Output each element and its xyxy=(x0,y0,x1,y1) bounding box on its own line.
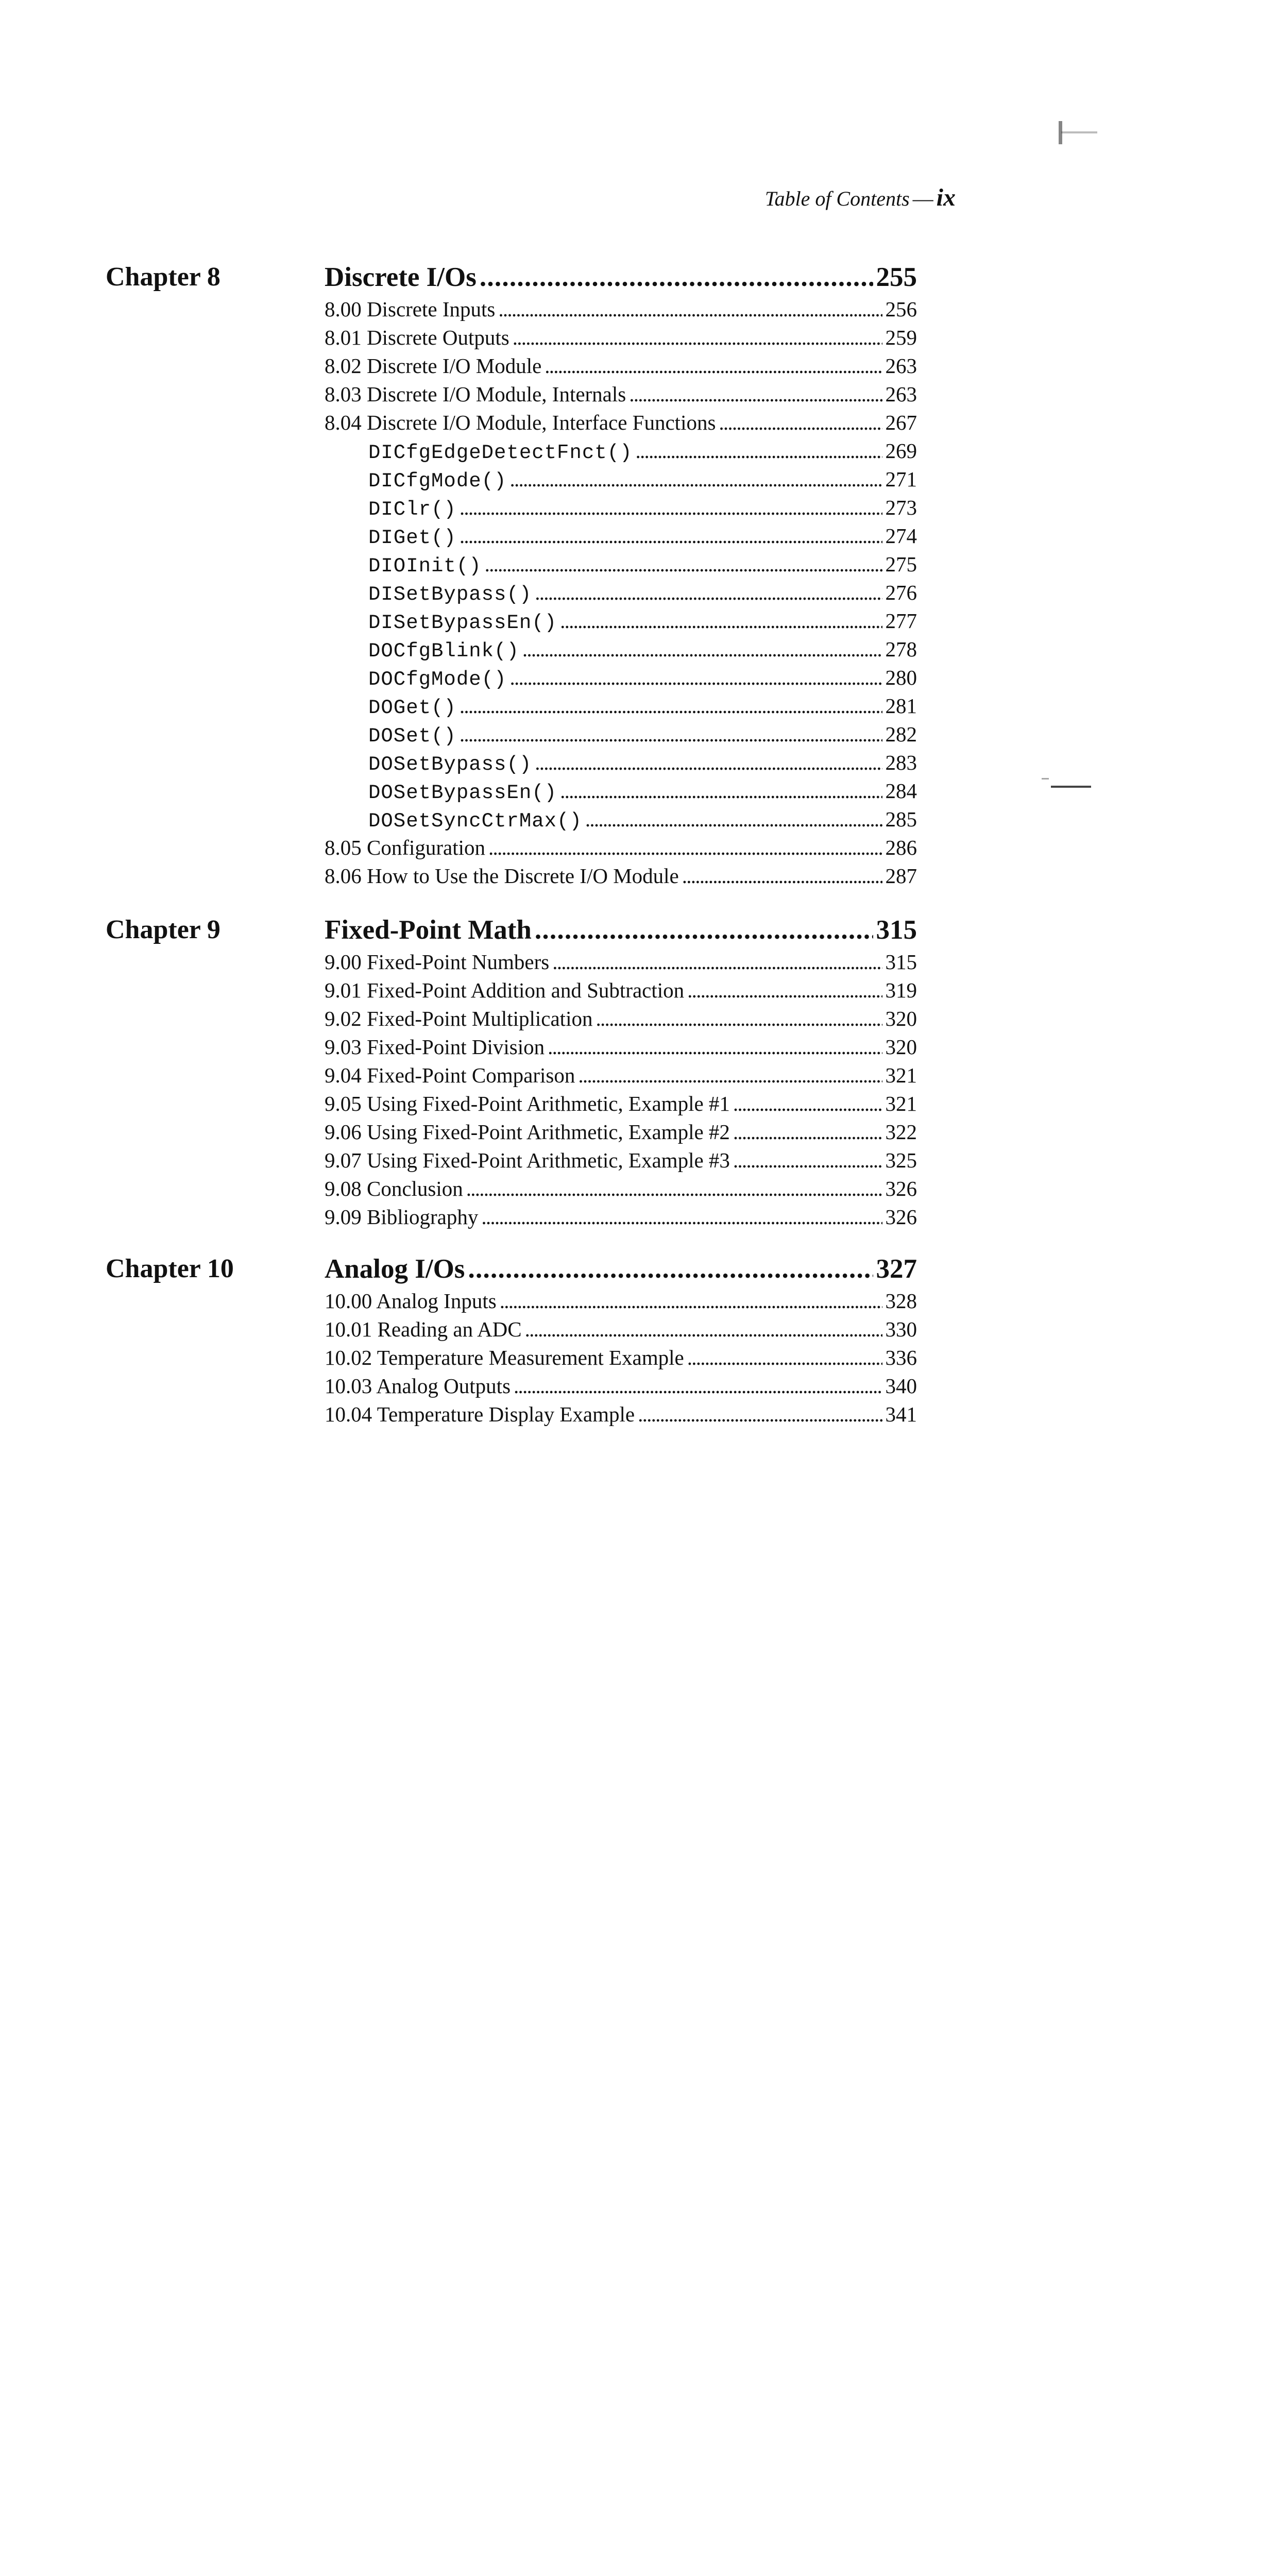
entry-page: 280 xyxy=(885,666,917,689)
scan-artifact xyxy=(1061,131,1097,133)
toc-section-entry[interactable] xyxy=(325,1146,917,1175)
entry-page: 319 xyxy=(885,978,917,1002)
dot-leader xyxy=(548,1033,882,1061)
entry-title: 9.06 Using Fixed-Point Arithmetic, Example #2 xyxy=(325,1120,730,1144)
chapter-title: Analog I/Os xyxy=(325,1254,465,1284)
entry-title: DIGet() xyxy=(368,527,456,549)
entry-page: 336 xyxy=(885,1346,917,1369)
toc-function-entry[interactable] xyxy=(325,635,917,664)
dot-leader xyxy=(733,1118,882,1146)
dot-leader xyxy=(719,409,882,437)
dot-leader xyxy=(525,1315,882,1344)
dot-leader xyxy=(682,862,882,890)
toc-function-entry[interactable] xyxy=(325,465,917,494)
dot-leader xyxy=(460,494,882,522)
entry-title: DICfgMode() xyxy=(368,470,507,493)
toc-function-entry[interactable] xyxy=(325,579,917,607)
entry-title: 9.01 Fixed-Point Addition and Subtraction xyxy=(325,978,685,1002)
dot-leader xyxy=(460,522,882,550)
entry-title: 8.00 Discrete Inputs xyxy=(325,297,496,321)
toc-section-entry[interactable] xyxy=(325,1118,917,1146)
running-head-title: Table of Contents xyxy=(764,187,910,210)
toc-section-entry[interactable] xyxy=(325,948,917,976)
toc-section-entry[interactable] xyxy=(325,1033,917,1061)
chapter-page: 315 xyxy=(876,915,917,945)
entry-page: 321 xyxy=(885,1063,917,1087)
entry-title: DOCfgBlink() xyxy=(368,640,519,663)
scan-artifact xyxy=(1051,786,1091,788)
entry-page: 278 xyxy=(885,637,917,661)
entry-title: 8.01 Discrete Outputs xyxy=(325,326,509,349)
entry-page: 320 xyxy=(885,1007,917,1030)
chapter-label: Chapter 8 xyxy=(106,262,220,292)
toc-function-entry[interactable] xyxy=(325,720,917,749)
dot-leader xyxy=(509,465,882,494)
dot-leader xyxy=(466,1175,882,1203)
dot-leader xyxy=(560,607,882,635)
entry-title: 9.09 Bibliography xyxy=(325,1205,479,1229)
entry-list xyxy=(325,948,917,1231)
entry-page: 259 xyxy=(885,326,917,349)
dot-leader xyxy=(481,1203,882,1231)
entry-title: DOSet() xyxy=(368,725,456,748)
entry-page: 256 xyxy=(885,297,917,321)
dot-leader xyxy=(468,1251,873,1287)
toc-section-entry[interactable] xyxy=(325,976,917,1005)
toc-section-entry[interactable] xyxy=(325,1203,917,1231)
dot-leader xyxy=(509,664,882,692)
entry-page: 281 xyxy=(885,694,917,718)
chapter-label: Chapter 10 xyxy=(106,1254,234,1283)
toc-section-entry[interactable] xyxy=(325,324,917,352)
toc-function-entry[interactable] xyxy=(325,437,917,465)
dot-leader xyxy=(596,1005,882,1033)
dot-leader xyxy=(687,1344,882,1372)
toc-section-entry[interactable] xyxy=(325,1344,917,1372)
dot-leader xyxy=(535,749,882,777)
entry-list xyxy=(325,1287,917,1429)
chapter-entries xyxy=(325,259,917,890)
toc-function-entry[interactable] xyxy=(325,692,917,720)
dot-leader xyxy=(560,777,882,805)
dot-leader xyxy=(498,295,882,324)
dot-leader xyxy=(545,352,882,380)
toc-section-entry[interactable] xyxy=(325,862,917,890)
toc-section-entry[interactable] xyxy=(325,352,917,380)
entry-page: 276 xyxy=(885,581,917,604)
entry-title: 8.03 Discrete I/O Module, Internals xyxy=(325,382,626,406)
entry-title: DIOInit() xyxy=(368,555,482,578)
entry-page: 322 xyxy=(885,1120,917,1144)
toc-function-entry[interactable] xyxy=(325,805,917,834)
toc-section-entry[interactable] xyxy=(325,1372,917,1400)
entry-title: 9.00 Fixed-Point Numbers xyxy=(325,950,550,974)
toc-section-entry[interactable] xyxy=(325,1005,917,1033)
dot-leader xyxy=(585,805,882,834)
entry-title: DICfgEdgeDetectFnct() xyxy=(368,442,633,464)
entry-page: 267 xyxy=(885,411,917,434)
entry-page: 269 xyxy=(885,439,917,463)
entry-page: 273 xyxy=(885,496,917,519)
toc-function-entry[interactable] xyxy=(325,664,917,692)
entry-page: 326 xyxy=(885,1177,917,1200)
entry-title: 9.07 Using Fixed-Point Arithmetic, Example #3 xyxy=(325,1148,730,1172)
entry-title: 8.04 Discrete I/O Module, Interface Functions xyxy=(325,411,716,434)
entry-page: 263 xyxy=(885,354,917,378)
chapter-entries xyxy=(325,1251,917,1429)
entry-title: 9.08 Conclusion xyxy=(325,1177,463,1200)
entry-page: 315 xyxy=(885,950,917,974)
toc-section-entry[interactable] xyxy=(325,1090,917,1118)
entry-page: 284 xyxy=(885,779,917,803)
chapter-entries xyxy=(325,912,917,1231)
chapter-page: 255 xyxy=(876,262,917,292)
dot-leader xyxy=(485,550,882,579)
entry-page: 325 xyxy=(885,1148,917,1172)
entry-title: 9.04 Fixed-Point Comparison xyxy=(325,1063,575,1087)
toc-section-entry[interactable] xyxy=(325,1315,917,1344)
entry-title: 10.02 Temperature Measurement Example xyxy=(325,1346,684,1369)
entry-page: 328 xyxy=(885,1289,917,1313)
entry-title: 9.03 Fixed-Point Division xyxy=(325,1035,545,1059)
entry-title: 8.06 How to Use the Discrete I/O Module xyxy=(325,864,679,888)
dot-leader xyxy=(552,948,882,976)
dot-leader xyxy=(522,635,882,664)
toc-function-entry[interactable] xyxy=(325,494,917,522)
entry-page: 340 xyxy=(885,1374,917,1398)
entry-title: 9.02 Fixed-Point Multiplication xyxy=(325,1007,593,1030)
dot-leader xyxy=(488,834,882,862)
dot-leader xyxy=(460,720,882,749)
toc-section-entry[interactable] xyxy=(325,1400,917,1429)
entry-page: 274 xyxy=(885,524,917,548)
page-number: ix xyxy=(936,184,956,211)
entry-page: 271 xyxy=(885,467,917,491)
dot-leader xyxy=(635,437,882,465)
entry-page: 283 xyxy=(885,751,917,774)
chapter-title-line[interactable] xyxy=(325,912,917,948)
toc-section-entry[interactable] xyxy=(325,834,917,862)
toc-function-entry[interactable] xyxy=(325,522,917,550)
toc-section-entry[interactable] xyxy=(325,1287,917,1315)
entry-title: 8.02 Discrete I/O Module xyxy=(325,354,542,378)
entry-title: DISetBypass() xyxy=(368,583,532,606)
dot-leader xyxy=(578,1061,882,1090)
toc-section-entry[interactable] xyxy=(325,1061,917,1090)
toc-section-entry[interactable] xyxy=(325,409,917,437)
entry-page: 277 xyxy=(885,609,917,633)
entry-title: DOSetBypass() xyxy=(368,753,532,776)
entry-title: 10.04 Temperature Display Example xyxy=(325,1402,635,1426)
entry-page: 326 xyxy=(885,1205,917,1229)
entry-title: DOCfgMode() xyxy=(368,668,507,691)
toc-section-entry[interactable] xyxy=(325,1175,917,1203)
dot-leader xyxy=(460,692,882,720)
entry-title: DOGet() xyxy=(368,697,456,719)
entry-page: 282 xyxy=(885,722,917,746)
dot-leader xyxy=(733,1146,882,1175)
entry-page: 341 xyxy=(885,1402,917,1426)
dot-leader xyxy=(535,912,873,948)
entry-page: 275 xyxy=(885,552,917,576)
toc-function-entry[interactable] xyxy=(325,777,917,805)
entry-page: 263 xyxy=(885,382,917,406)
dot-leader xyxy=(687,976,882,1005)
dot-leader xyxy=(500,1287,882,1315)
running-head-dash: — xyxy=(912,187,933,210)
dot-leader xyxy=(513,324,882,352)
scan-artifact xyxy=(1042,778,1049,779)
entry-page: 330 xyxy=(885,1317,917,1341)
entry-title: 8.05 Configuration xyxy=(325,836,486,859)
entry-title: DOSetSyncCtrMax() xyxy=(368,810,582,833)
entry-page: 286 xyxy=(885,836,917,859)
dot-leader xyxy=(733,1090,882,1118)
chapter-title: Fixed-Point Math xyxy=(325,915,532,945)
entry-page: 320 xyxy=(885,1035,917,1059)
chapter-label: Chapter 9 xyxy=(106,915,220,944)
entry-title: DIClr() xyxy=(368,498,456,521)
entry-title: 9.05 Using Fixed-Point Arithmetic, Example #1 xyxy=(325,1092,730,1115)
dot-leader xyxy=(535,579,882,607)
entry-title: 10.01 Reading an ADC xyxy=(325,1317,522,1341)
dot-leader xyxy=(514,1372,882,1400)
entry-page: 285 xyxy=(885,807,917,831)
toc-function-entry[interactable] xyxy=(325,550,917,579)
toc-function-entry[interactable] xyxy=(325,749,917,777)
entry-title: 10.03 Analog Outputs xyxy=(325,1374,511,1398)
toc-section-entry[interactable] xyxy=(325,380,917,409)
dot-leader xyxy=(629,380,882,409)
entry-page: 321 xyxy=(885,1092,917,1115)
chapter-title-line[interactable] xyxy=(325,1251,917,1287)
dot-leader xyxy=(638,1400,882,1429)
chapter-title-line[interactable] xyxy=(325,259,917,295)
chapter-title: Discrete I/Os xyxy=(325,262,477,292)
running-head xyxy=(765,183,956,212)
dot-leader xyxy=(480,259,873,295)
chapter-page: 327 xyxy=(876,1254,917,1284)
entry-title: 10.00 Analog Inputs xyxy=(325,1289,497,1313)
toc-section-entry[interactable] xyxy=(325,295,917,324)
entry-list xyxy=(325,295,917,890)
toc-function-entry[interactable] xyxy=(325,607,917,635)
entry-page: 287 xyxy=(885,864,917,888)
entry-title: DOSetBypassEn() xyxy=(368,782,557,804)
entry-title: DISetBypassEn() xyxy=(368,612,557,634)
